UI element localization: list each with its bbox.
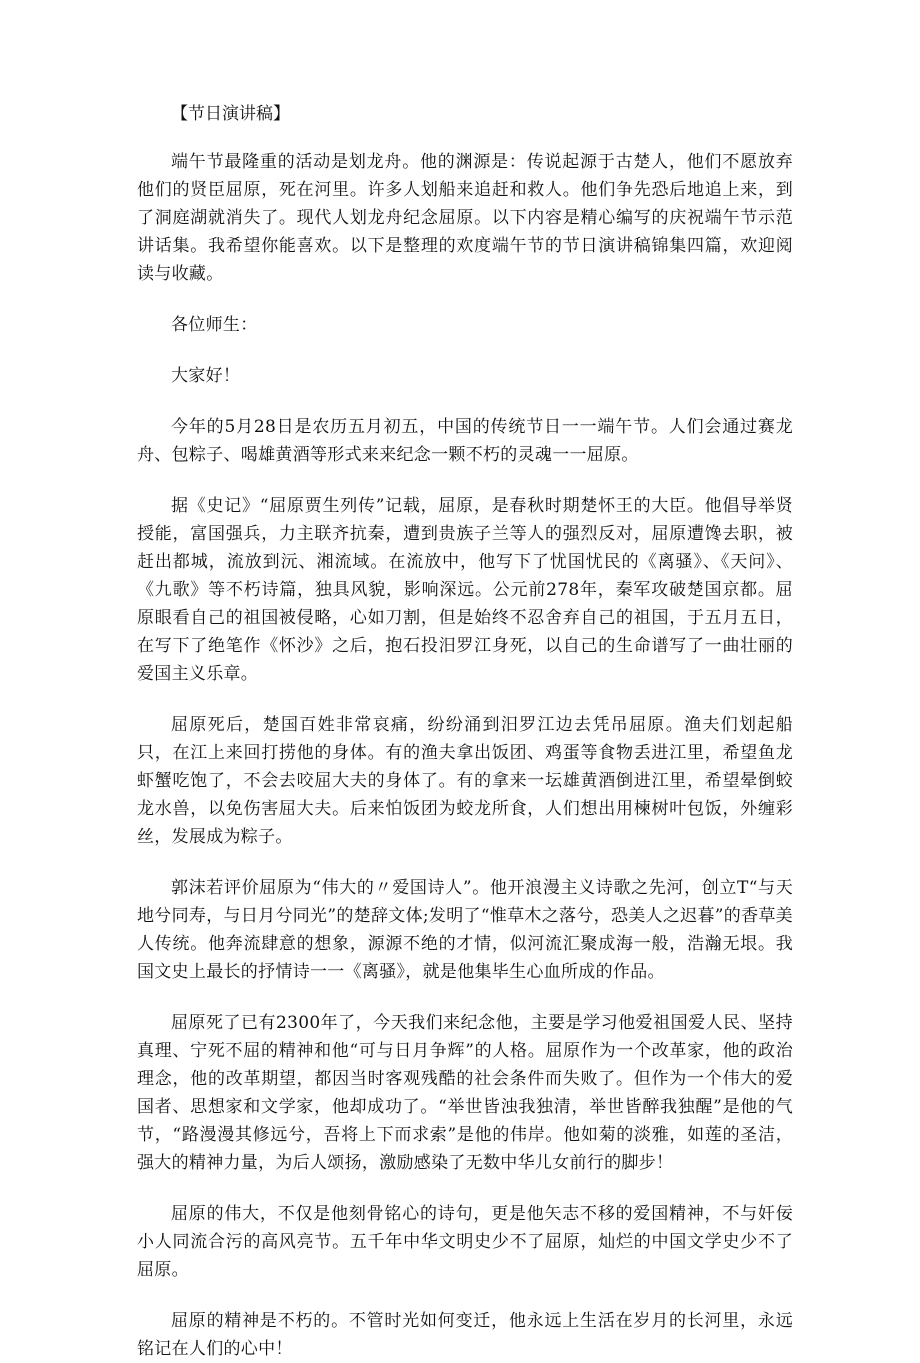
body-paragraph: 屈原死后，楚国百姓非常哀痛，纷纷涌到汨罗江边去凭吊屈原。渔夫们划起船只，在江上来回打捞他的身体。有的渔夫拿出饭团、鸡蛋等食物丢进江里，希望鱼龙虾蟹吃饱了，不会去咬屈大夫的身体了。有的拿来一坛雄黄酒倒进江里，希望晕倒蛟龙水兽，以免伤害屈大夫。后来怕饭团为蛟龙所食，人们想出用楝树叶包饭，外缠彩丝，发展成为粽子。 (137, 715, 793, 847)
body-paragraph: 今年的5月28日是农历五月初五，中国的传统节日一一端午节。人们会通过赛龙舟、包粽子、喝雄黄酒等形式来来纪念一颗不朽的灵魂一一屈原。 (137, 417, 793, 465)
body-paragraph: 郭沫若评价屈原为“伟大的〃爱国诗人”。他开浪漫主义诗歌之先河，创立T“与天地兮同寿，与日月兮同光”的楚辞文体;发明了“惟草木之落兮，恐美人之迟暮”的香草美人传统。他奔流肆意的想象，源源不绝的才情，似河流汇聚成海一般，浩瀚无垠。我国文史上最长的抒情诗一一《离骚》，就是他集毕生心血所成的作品。 (137, 878, 793, 982)
salutation-paragraph: 各位师生： (171, 315, 258, 335)
document-heading: 【节日演讲稿】 (171, 104, 290, 124)
body-paragraph: 据《史记》“屈原贾生列传”记载，屈原，是春秋时期楚怀王的大臣。他倡导举贤授能，富国强兵，力主联齐抗秦，遭到贵族子兰等人的强烈反对，屈原遭馋去职，被赶出都城，流放到沅、湘流域。在流放中，他写下了忧国忧民的《离骚》、《天问》、《九歌》等不朽诗篇，独具风貌，影响深远。公元前278年，秦军攻破楚国京都。屈原眼看自己的祖国被侵略，心如刀割，但是始终不忍舍弃自己的祖国，于五月五日，在写下了绝笔作《怀沙》之后，抱石投汨罗江身死，以自己的生命谱写了一曲壮丽的爱国主义乐章。 (137, 496, 793, 684)
body-paragraph: 屈原死了已有2300年了，今天我们来纪念他，主要是学习他爱祖国爱人民、坚持真理、宁死不屈的精神和他“可与日月争辉”的人格。屈原作为一个改革家，他的政治理念，他的改革期望，都因当时客观残酷的社会条件而失败了。但作为一个伟大的爱国者、思想家和文学家，他却成功了。“举世皆浊我独清，举世皆醉我独醒”是他的气节，“路漫漫其修远兮，吾将上下而求索”是他的伟岸。他如菊的淡雅，如莲的圣洁，强大的精神力量，为后人颂扬，激励感染了无数中华儿女前行的脚步！ (137, 1013, 793, 1173)
closing-paragraph: 屈原的精神是不朽的。不管时光如何变迁，他永远上生活在岁月的长河里，永远铭记在人们的心中！ (137, 1311, 793, 1359)
document-page (137, 100, 793, 1363)
intro-paragraph: 端午节最隆重的活动是划龙舟。他的渊源是：传说起源于古楚人，他们不愿放弃他们的贤臣屈原，死在河里。许多人划船来追赶和救人。他们争先恐后地追上来，到了洞庭湖就消失了。现代人划龙舟纪念屈原。以下内容是精心编写的庆祝端午节示范讲话集。我希望你能喜欢。以下是整理的欢度端午节的节日演讲稿锦集四篇，欢迎阅读与收藏。 (137, 152, 793, 284)
greeting-paragraph: 大家好！ (171, 366, 241, 386)
body-paragraph: 屈原的伟大，不仅是他刻骨铭心的诗句，更是他矢志不移的爱国精神，不与奸佞小人同流合污的高风亮节。五千年中华文明史少不了屈原，灿烂的中国文学史少不了屈原。 (137, 1204, 793, 1280)
